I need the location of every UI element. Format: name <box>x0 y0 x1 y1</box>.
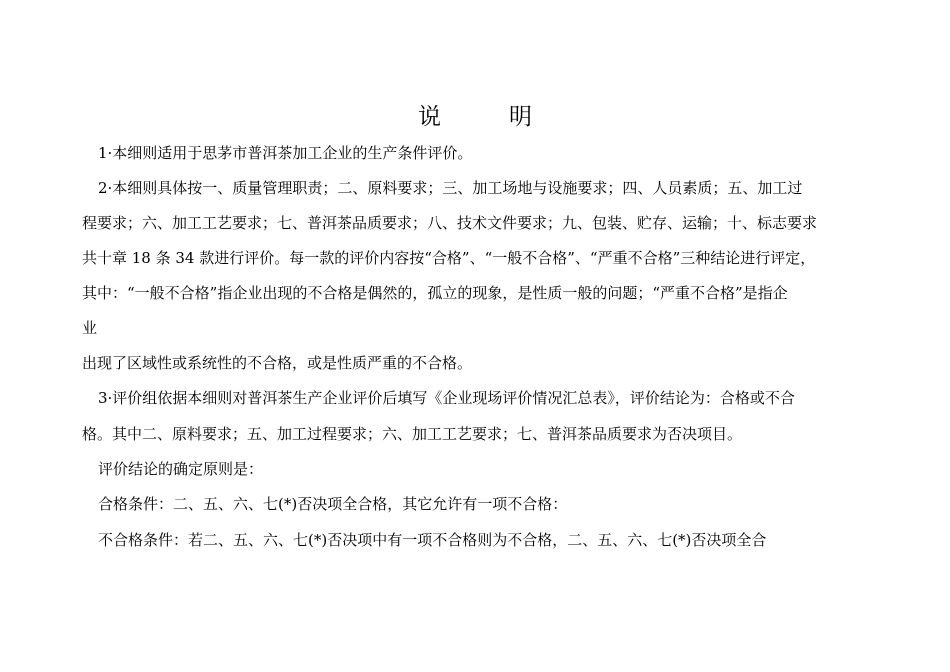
paragraph-line-12: 不合格条件：若二、五、六、七(*)否决项中有一项不合格则为不合格，二、五、六、七(*)否决项全合 <box>98 531 767 549</box>
paragraph-line-6: 业 <box>82 319 98 337</box>
paragraph-line-1: 1·本细则适用于思茅市普洱茶加工企业的生产条件评价。 <box>98 144 473 162</box>
paragraph-line-8: 3·评价组依据本细则对普洱茶生产企业评价后填写《企业现场评价情况汇总表》，评价结论为：合格或不合 <box>98 389 795 407</box>
paragraph-line-4: 共十章 18 条 34 款进行评价。每一款的评价内容按“合格”、“一般不合格”、“严重不合格”三种结论进行评定， <box>82 249 816 267</box>
paragraph-line-2: 2·本细则具体按一、质量管理职责；二、原料要求；三、加工场地与设施要求；四、人员素质；五、加工过 <box>98 179 803 197</box>
paragraph-line-10: 评价结论的确定原则是： <box>98 460 264 478</box>
paragraph-line-5: 其中：“一般不合格”指企业出现的不合格是偶然的，孤立的现象，是性质一般的问题；“严重不合格”是指企 <box>82 284 788 302</box>
paragraph-line-7: 出现了区域性或系统性的不合格，或是性质严重的不合格。 <box>82 354 473 372</box>
document-title <box>0 101 950 133</box>
paragraph-line-3: 程要求；六、加工工艺要求；七、普洱茶品质要求；八、技术文件要求；九、包装、贮存、运输；十、标志要求 <box>82 214 818 232</box>
paragraph-line-9: 格。其中二、原料要求；五、加工过程要求；六、加工工艺要求；七、普洱茶品质要求为否决项目。 <box>82 425 743 443</box>
title-char-1: 说 <box>418 104 441 130</box>
paragraph-line-11: 合格条件：二、五、六、七(*)否决项全合格，其它允许有一项不合格： <box>98 495 568 513</box>
title-char-2: 明 <box>509 104 532 130</box>
